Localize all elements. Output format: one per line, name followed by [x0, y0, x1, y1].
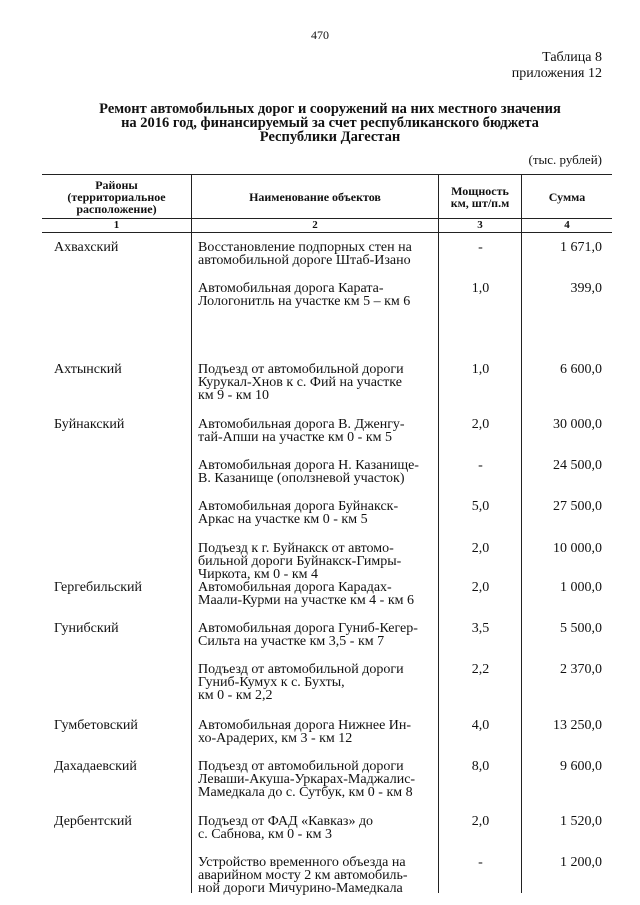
- capacity-cell: 2,0: [471, 541, 490, 556]
- column-numbers: [42, 219, 612, 233]
- object-line: Подъезд от автомобильной дороги: [198, 759, 404, 774]
- object-line: км 9 - км 10: [198, 388, 269, 403]
- table-row: [42, 241, 612, 267]
- capacity-cell: 4,0: [471, 718, 490, 733]
- object-line: км 0 - км 2,2: [198, 688, 273, 703]
- district-cell: [42, 856, 192, 895]
- sum-cell: 10 000,0: [553, 541, 602, 556]
- capacity-cell: 5,0: [471, 499, 490, 514]
- sum-cell: 5 500,0: [560, 621, 602, 636]
- capacity-cell: 8,0: [471, 759, 490, 774]
- object-line: с. Сабнова, км 0 - км 3: [198, 827, 333, 842]
- object-line: Устройство временного объезда на: [198, 855, 406, 870]
- column-number: 1: [42, 219, 192, 232]
- object-line: тай-Апши на участке км 0 - км 5: [198, 430, 392, 445]
- object-line: Сильта на участке км 3,5 - км 7: [198, 634, 385, 649]
- sum-cell: 24 500,0: [553, 458, 602, 473]
- table-header: [42, 174, 612, 219]
- table-row: [42, 542, 612, 581]
- document-title: [60, 102, 600, 144]
- object-line: ной дороги Мичурино-Мамедкала: [198, 881, 403, 896]
- object-line: Аркас на участке км 0 - км 5: [198, 512, 368, 527]
- object-line: Автомобильная дорога Н. Казанище-: [198, 458, 419, 473]
- title-line: на 2016 год, финансируемый за счет республиканского бюджета: [121, 115, 539, 131]
- sum-cell: 1 671,0: [560, 240, 602, 255]
- object-cell: [192, 418, 439, 444]
- table-ref-line: приложения 12: [511, 66, 602, 81]
- table-row: [42, 363, 612, 402]
- object-line: Гуниб-Кумух к с. Бухты,: [198, 675, 345, 690]
- table-row: [42, 663, 612, 702]
- column-number: 2: [192, 219, 439, 232]
- object-cell: [192, 581, 439, 607]
- sum-cell: 6 600,0: [560, 362, 602, 377]
- object-line: Восстановление подпорных стен на: [198, 240, 412, 255]
- column-number: 4: [564, 219, 570, 231]
- capacity-cell: -: [478, 855, 483, 870]
- object-line: Мамедкала до с. Сутбук, км 0 - км 8: [198, 785, 413, 800]
- district-cell: [42, 282, 192, 308]
- object-cell: [192, 856, 439, 895]
- header-sum: Сумма: [548, 189, 586, 204]
- object-line: Курукал-Хнов к с. Фий на участке: [198, 375, 402, 390]
- units-label: (тыс. рублей): [528, 152, 602, 167]
- district-cell: Гумбетовский: [54, 718, 138, 733]
- sum-cell: 399,0: [570, 281, 602, 296]
- object-line: Автомобильная дорога В. Дженгу-: [198, 417, 405, 432]
- table-ref-line: Таблица 8: [542, 50, 602, 65]
- capacity-cell: 2,0: [471, 814, 490, 829]
- district-cell: Ахвахский: [54, 240, 119, 255]
- table-row: [42, 760, 612, 799]
- table-row: [42, 500, 612, 526]
- capacity-cell: 2,2: [471, 662, 490, 677]
- title-line: Ремонт автомобильных дорог и сооружений на них местного значения: [99, 101, 561, 117]
- object-line: Автомобильная дорога Карата-: [198, 281, 384, 296]
- object-line: Чиркота, км 0 - км 4: [198, 567, 318, 582]
- object-cell: [192, 282, 439, 308]
- capacity-cell: 1,0: [471, 362, 490, 377]
- district-cell: [42, 542, 192, 581]
- district-cell: Буйнакский: [54, 417, 125, 432]
- column-number: 3: [439, 219, 522, 232]
- district-cell: Дахадаевский: [54, 759, 137, 774]
- sum-cell: 27 500,0: [553, 499, 602, 514]
- district-cell: Дербентский: [54, 814, 132, 829]
- capacity-cell: 3,5: [471, 621, 490, 636]
- table-row: [42, 815, 612, 841]
- object-cell: [192, 459, 439, 485]
- sum-cell: 1 520,0: [560, 814, 602, 829]
- district-cell: Гунибский: [54, 621, 119, 636]
- object-line: Автомобильная дорога Карадах-: [198, 580, 392, 595]
- object-cell: [192, 663, 439, 702]
- table-row: [42, 622, 612, 648]
- object-line: Автомобильная дорога Нижнее Ин-: [198, 718, 412, 733]
- objects-table: [42, 174, 612, 896]
- sum-cell: 1 200,0: [560, 855, 602, 870]
- table-row: [42, 282, 612, 308]
- object-line: Подъезд к г. Буйнакск от автомо-: [198, 541, 394, 556]
- header-districts: Районы (территориальное расположение): [42, 175, 192, 218]
- page-number: 470: [311, 28, 329, 42]
- object-line: Лологонитль на участке км 5 – км 6: [198, 294, 411, 309]
- object-cell: [192, 622, 439, 648]
- object-line: В. Казанище (оползневой участок): [198, 471, 405, 486]
- capacity-cell: -: [478, 240, 483, 255]
- table-row: [42, 719, 612, 745]
- object-cell: [192, 363, 439, 402]
- district-cell: Гергебильский: [54, 580, 142, 595]
- object-line: Автомобильная дорога Гуниб-Кегер-: [198, 621, 418, 636]
- capacity-cell: 1,0: [471, 281, 490, 296]
- capacity-cell: 2,0: [471, 580, 490, 595]
- object-line: Маали-Курми на участке км 4 - км 6: [198, 593, 415, 608]
- sum-cell: 30 000,0: [553, 417, 602, 432]
- district-cell: [42, 500, 192, 526]
- object-line: бильной дороги Буйнакск-Гимры-: [198, 554, 402, 569]
- district-cell: [42, 459, 192, 485]
- object-cell: [192, 719, 439, 745]
- table-row: [42, 581, 612, 607]
- object-line: Леваши-Акуша-Уркарах-Маджалис-: [198, 772, 416, 787]
- capacity-cell: -: [478, 458, 483, 473]
- table-row: [42, 418, 612, 444]
- district-cell: [42, 663, 192, 702]
- object-line: хо-Арадерих, км 3 - км 12: [198, 731, 353, 746]
- object-line: Подъезд от ФАД «Кавказ» до: [198, 814, 374, 829]
- header-objects: Наименование объектов: [192, 175, 439, 218]
- object-line: Подъезд от автомобильной дороги: [198, 362, 404, 377]
- object-cell: [192, 241, 439, 267]
- object-cell: [192, 500, 439, 526]
- object-cell: [192, 542, 439, 581]
- district-cell: Ахтынский: [54, 362, 122, 377]
- header-capacity: Мощность км, шт/п.м: [439, 175, 522, 218]
- table-body: [42, 233, 612, 896]
- object-line: аварийном мосту 2 км автомобиль-: [198, 868, 408, 883]
- sum-cell: 9 600,0: [560, 759, 602, 774]
- sum-cell: 1 000,0: [560, 580, 602, 595]
- sum-cell: 13 250,0: [553, 718, 602, 733]
- object-line: Подъезд от автомобильной дороги: [198, 662, 404, 677]
- table-row: [42, 856, 612, 895]
- table-row: [42, 459, 612, 485]
- object-line: автомобильной дороге Штаб-Изано: [198, 253, 411, 268]
- object-cell: [192, 815, 439, 841]
- object-cell: [192, 760, 439, 799]
- object-line: Автомобильная дорога Буйнакск-: [198, 499, 399, 514]
- table-reference: [512, 50, 602, 82]
- sum-cell: 2 370,0: [560, 662, 602, 677]
- capacity-cell: 2,0: [471, 417, 490, 432]
- title-line: Республики Дагестан: [259, 129, 401, 145]
